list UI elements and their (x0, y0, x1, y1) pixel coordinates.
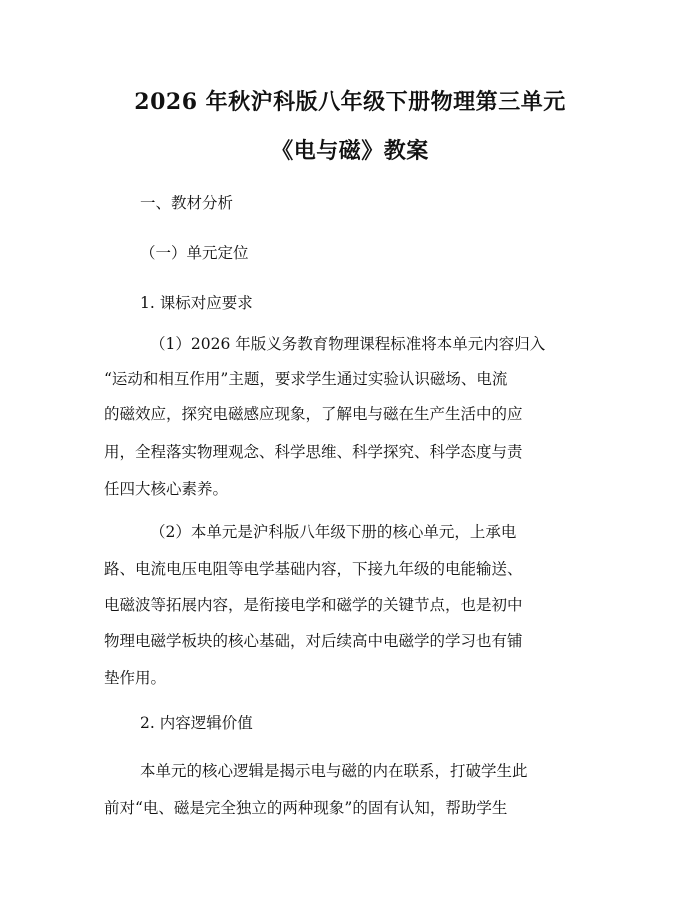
paragraph-2-line-4: 物理电磁学板块的核心基础，对后续高中电磁学的学习也有铺 (104, 632, 523, 650)
item-heading-curriculum-requirements: 1. 课标对应要求 (140, 294, 253, 312)
paragraph-2-line-1: （2）本单元是沪科版八年级下册的核心单元，上承电 (150, 523, 517, 541)
paragraph-2-line-5: 垫作用。 (104, 669, 167, 687)
subsection-heading-unit-positioning: （一）单元定位 (140, 244, 249, 262)
paragraph-1-line-3: 的磁效应，探究电磁感应现象，了解电与磁在生产生活中的应 (104, 405, 523, 423)
paragraph-1-line-4: 用，全程落实物理观念、科学思维、科学探究、科学态度与责 (104, 443, 523, 461)
document-title-line-2: 《电与磁》教案 (271, 138, 429, 164)
document-title-line-1: 2026 年秋沪科版八年级下册物理第三单元 (134, 89, 566, 115)
paragraph-1-line-1: （1）2026 年版义务教育物理课程标准将本单元内容归入 (150, 335, 546, 353)
paragraph-2-line-3: 电磁波等拓展内容，是衔接电学和磁学的关键节点，也是初中 (104, 596, 523, 614)
paragraph-2-line-2: 路、电流电压电阻等电学基础内容，下接九年级的电能输送、 (104, 560, 523, 578)
section-heading-teaching-material-analysis: 一、教材分析 (140, 194, 234, 212)
paragraph-3-line-1: 本单元的核心逻辑是揭示电与磁的内在联系，打破学生此 (140, 762, 528, 780)
paragraph-3-line-2: 前对“电、磁是完全独立的两种现象”的固有认知，帮助学生 (104, 799, 508, 817)
item-heading-content-logic-value: 2. 内容逻辑价值 (140, 714, 253, 732)
paragraph-1-line-5: 任四大核心素养。 (104, 480, 229, 498)
paragraph-1-line-2: “运动和相互作用”主题，要求学生通过实验认识磁场、电流 (104, 370, 508, 388)
